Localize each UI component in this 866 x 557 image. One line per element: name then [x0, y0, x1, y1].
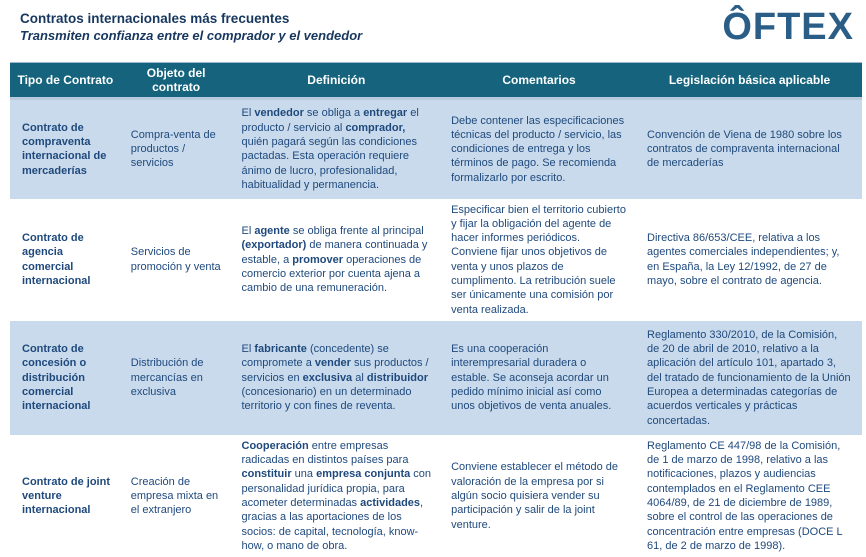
table-row	[10, 435, 862, 557]
column-header: Comentarios	[441, 63, 637, 99]
cell-legislacion: Reglamento CE 447/98 de la Comisión, de 1 de marzo de 1998, relativo a las notificaciones, plazos y audiencias contemplados en el Reglamento CEE 4064/89, de 21 de diciembre de 1989, sobre el control de las operaciones de concentración entre empresas (DOCE L 61, de 2 de marzo de 1998).	[637, 435, 862, 557]
cell-tipo: Contrato de agencia comercial internacional	[10, 199, 121, 321]
cell-definicion: Cooperación entre empresas radicadas en distintos países para constituir una empresa conjunta con personalidad jurídica propia, para acometer determinadas actividades, gracias a las aportaciones de los socios: de capital, tecnología, know-how, o mano de obra.	[232, 435, 442, 557]
page-header	[10, 6, 862, 62]
cell-objeto: Creación de empresa mixta en el extranjero	[121, 435, 232, 557]
cell-legislacion: Directiva 86/653/CEE, relativa a los agentes comerciales independientes; y, en España, la Ley 12/1992, de 27 de mayo, sobre el contrato de agencia.	[637, 199, 862, 321]
cell-objeto: Servicios de promoción y venta	[121, 199, 232, 321]
cell-tipo: Contrato de joint venture internacional	[10, 435, 121, 557]
title-block	[20, 10, 362, 44]
table-header-row	[10, 63, 862, 99]
oftex-logo: ÔFTEX	[722, 6, 854, 48]
cell-objeto: Distribución de mercancías en exclusiva	[121, 321, 232, 435]
table-row	[10, 199, 862, 321]
cell-tipo: Contrato de compraventa internacional de mercaderías	[10, 99, 121, 199]
cell-comentarios: Es una cooperación interempresarial duradera o estable. Se aconseja acordar un pedido mínimo inicial así como unos objetivos de venta anuales.	[441, 321, 637, 435]
cell-comentarios: Debe contener las especificaciones técnicas del producto / servicio, las condiciones de entrega y los términos de pago. Se recomienda formalizarlo por escrito.	[441, 99, 637, 199]
column-header: Legislación básica aplicable	[637, 63, 862, 99]
cell-tipo: Contrato de concesión o distribución comercial internacional	[10, 321, 121, 435]
table-row	[10, 99, 862, 199]
column-header: Objeto del contrato	[121, 63, 232, 99]
cell-legislacion: Reglamento 330/2010, de la Comisión, de 20 de abril de 2010, relativo a la aplicación del artículo 101, apartado 3, del tratado de funcionamiento de la Unión Europea a determinadas categorías de acuerdos verticales y prácticas concertadas.	[637, 321, 862, 435]
page-subtitle: Transmiten confianza entre el comprador y el vendedor	[20, 27, 363, 43]
column-header: Tipo de Contrato	[10, 63, 121, 99]
column-header: Definición	[232, 63, 442, 99]
cell-comentarios: Conviene establecer el método de valoración de la empresa por si algún socio quisiera vender su participación y salir de la joint venture.	[441, 435, 637, 557]
cell-definicion: El agente se obliga frente al principal (exportador) de manera continuada y estable, a promover operaciones de comercio exterior por cuenta ajena a cambio de una remuneración.	[232, 199, 442, 321]
cell-comentarios: Especificar bien el territorio cubierto y fijar la obligación del agente de hacer informes periódicos. Conviene fijar unos objetivos de venta y unos plazos de cumplimento. La retribución suele ser únicamente una comisión por venta realizada.	[441, 199, 637, 321]
cell-legislacion: Convención de Viena de 1980 sobre los contratos de compraventa internacional de mercaderías	[637, 99, 862, 199]
table-row	[10, 321, 862, 435]
page-title: Contratos internacionales más frecuentes	[20, 11, 290, 26]
cell-definicion: El vendedor se obliga a entregar el producto / servicio al comprador, quién pagará según las condiciones pactadas. Esta operación requiere ánimo de lucro, profesionalidad, habitualidad y permanencia.	[232, 99, 442, 199]
cell-definicion: El fabricante (concedente) se compromete a vender sus productos / servicios en exclusiva al distribuidor (concesionario) en un determinado territorio y con fines de reventa.	[232, 321, 442, 435]
cell-objeto: Compra-venta de productos / servicios	[121, 99, 232, 199]
contracts-table	[10, 62, 862, 557]
